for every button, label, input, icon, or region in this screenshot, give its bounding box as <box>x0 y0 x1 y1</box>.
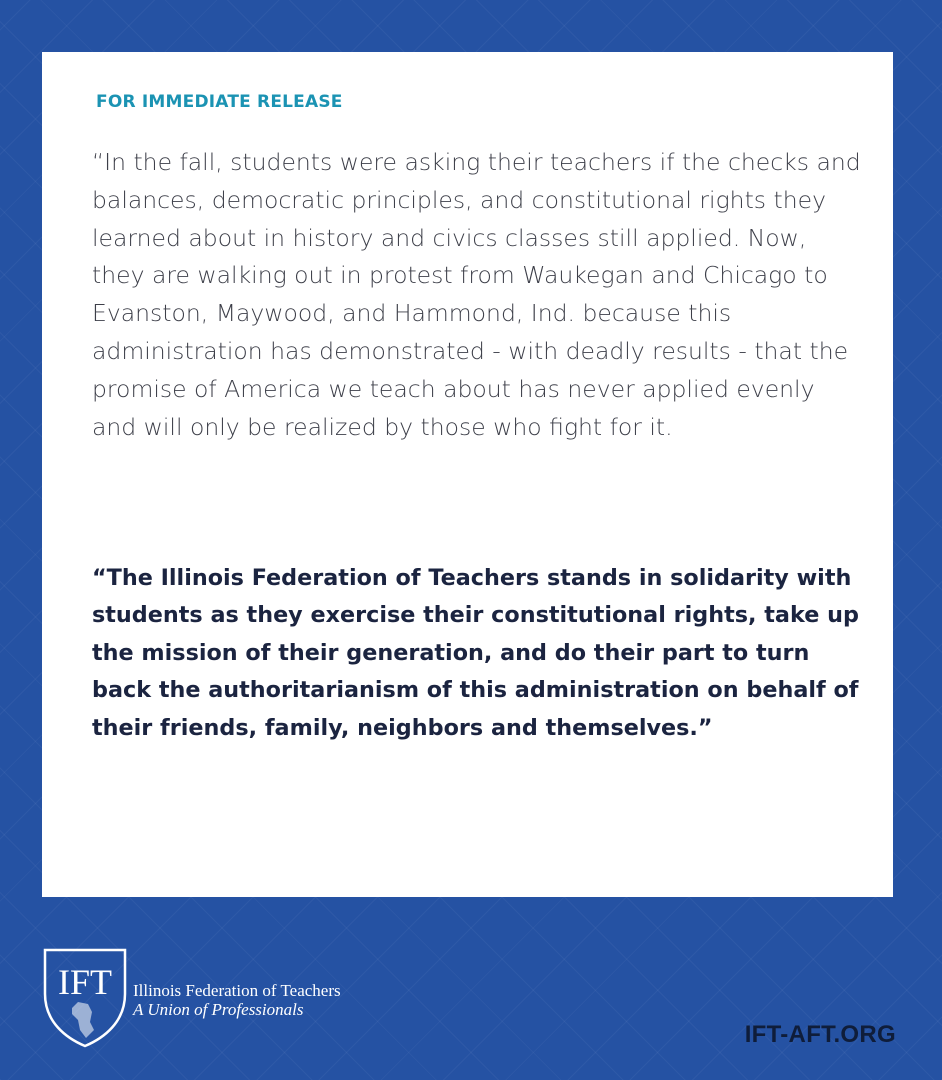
quote-paragraph-1: “In the fall, students were asking their teachers if the checks and balances, democratic principles, and constitutional rights they learned about in history and civics classes still applied. Now, they are walking out in protest from Waukegan and Chicago to Evanston, Maywood, and Hammond, Ind. because this administration has demonstrated - with deadly results - that the promise of America we teach about has never applied evenly and will only be realized by those who fight for it. <box>92 148 861 441</box>
org-tagline: A Union of Professionals <box>133 1000 304 1019</box>
logo-monogram: IFT <box>58 962 112 1002</box>
quote-paragraph-2: “The Illinois Federation of Teachers stands in solidarity with students as they exercise their constitutional rights, take up the mission of their generation, and do their part to turn back the authoritarianism of this administration on behalf of their friends, family, neighbors and themselves.” <box>92 565 859 741</box>
shield-logo-icon <box>42 948 128 1048</box>
org-name: Illinois Federation of Teachers <box>133 981 341 1000</box>
ift-logo <box>42 948 372 1048</box>
press-release-card <box>42 52 893 897</box>
website-url: IFT-AFT.ORG <box>744 1021 896 1048</box>
release-label: FOR IMMEDIATE RELEASE <box>96 92 343 112</box>
